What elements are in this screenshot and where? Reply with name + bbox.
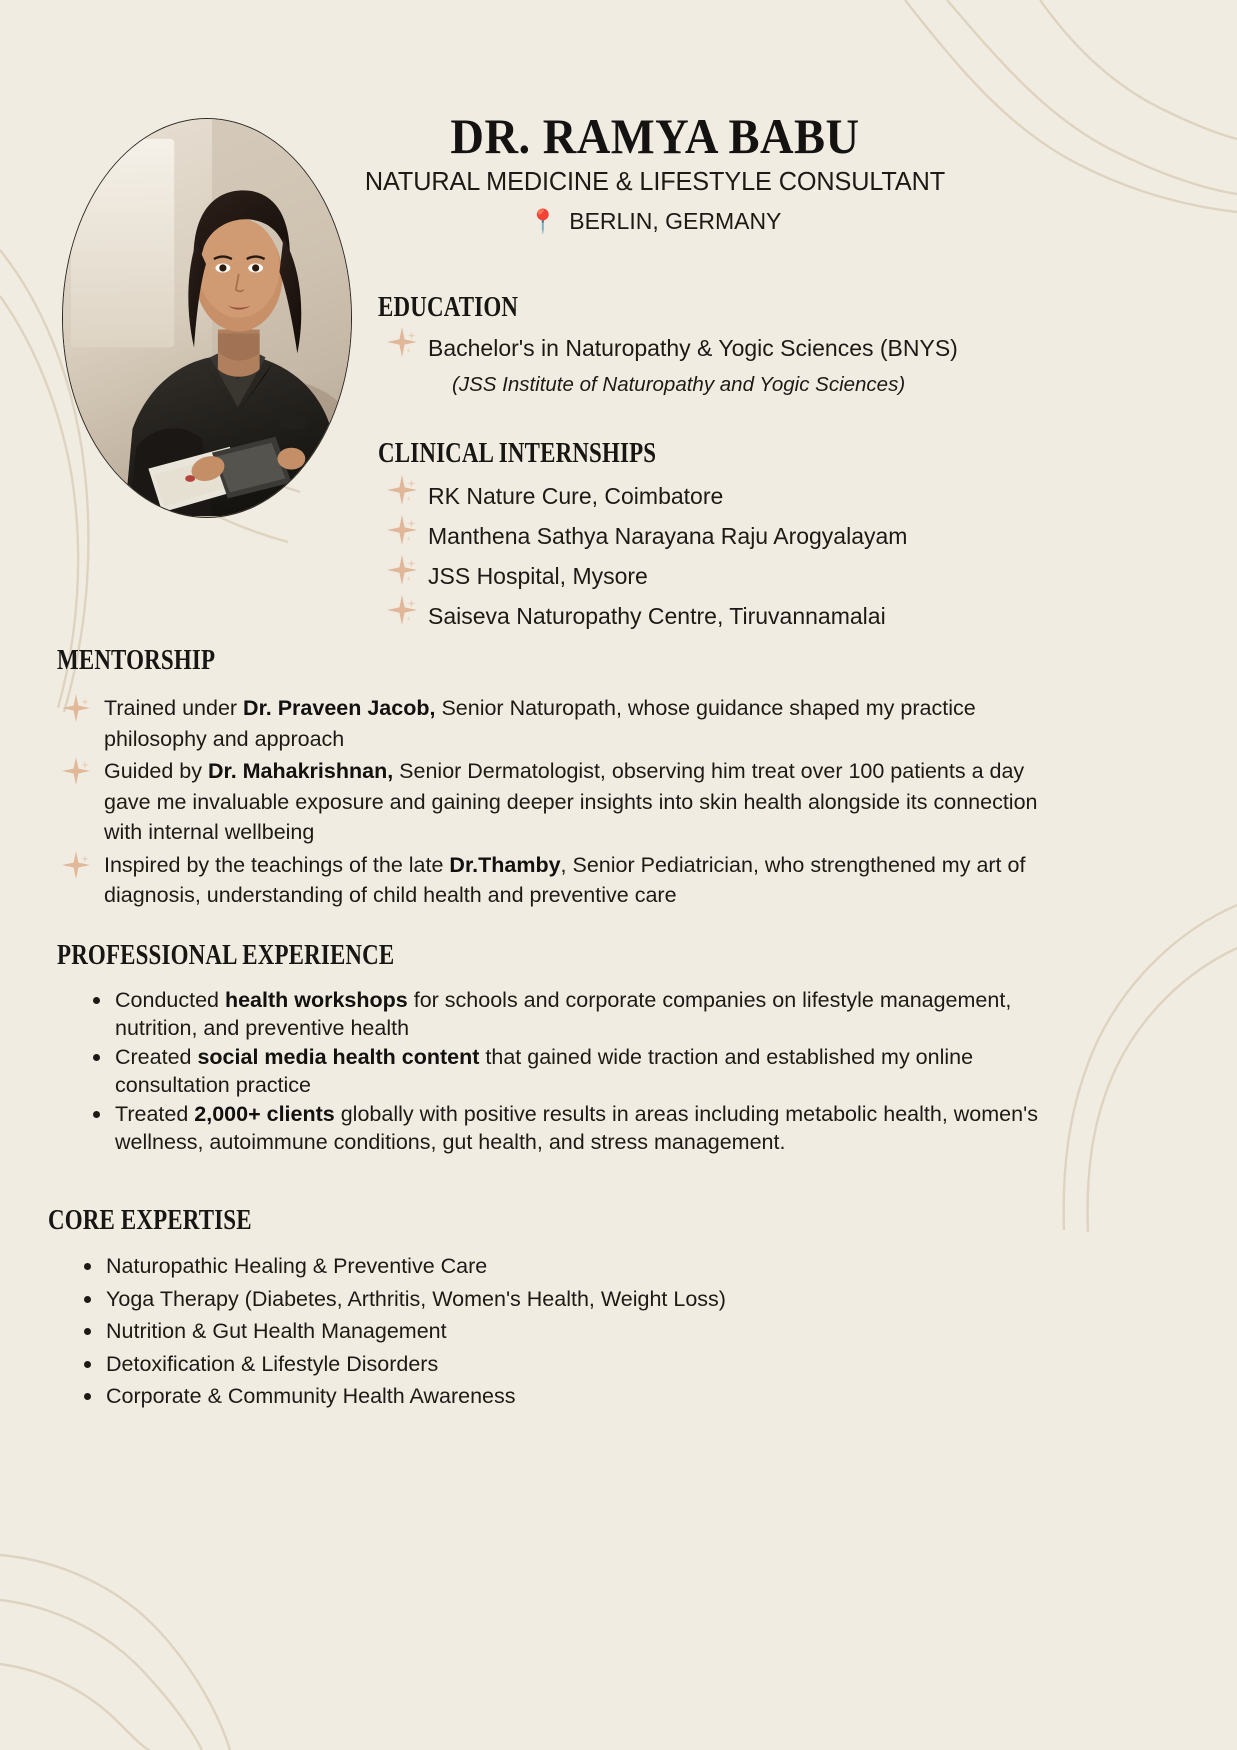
mentor-name: Dr.Thamby (449, 852, 561, 877)
experience-text-post: globally with positive results in areas including metabolic health, women's wellness, autoimmune conditions, gut health, and stress management. (115, 1102, 1038, 1154)
sparkle-icon (386, 594, 418, 638)
experience-text-pre: Conducted (115, 988, 225, 1012)
expertise-heading: CORE EXPERTISE (48, 1205, 252, 1236)
experience-highlight: health workshops (224, 988, 408, 1012)
list-item-label: Bachelor's in Naturopathy & Yogic Sciences (BNYS) (428, 335, 958, 361)
experience-section (57, 940, 1057, 1157)
list-item-label: RK Nature Cure, Coimbatore (428, 483, 724, 509)
expertise-section (48, 1205, 1048, 1414)
list-item-label: Naturopathic Healing & Preventive Care (106, 1254, 488, 1278)
list-item-label: Saiseva Naturopathy Centre, Tiruvannamalai (428, 603, 886, 629)
sparkle-icon (61, 850, 91, 889)
experience-list (57, 986, 1057, 1156)
list-item (57, 1100, 1057, 1156)
list-item (378, 516, 1078, 556)
sparkle-icon (386, 514, 418, 558)
sparkle-icon (386, 326, 418, 370)
location-text: BERLIN, GERMANY (569, 208, 782, 234)
sparkle-icon (386, 554, 418, 598)
mentorship-list (57, 693, 1057, 911)
list-item (378, 476, 1078, 516)
experience-highlight: social media health content (197, 1045, 480, 1069)
list-item (48, 1349, 1048, 1380)
mentorship-section (57, 645, 1057, 913)
experience-text-post: that gained wide traction and established my online consultation practice (115, 1045, 974, 1097)
list-item (48, 1316, 1048, 1347)
sparkle-icon (386, 474, 418, 518)
mentor-text-pre: Inspired by the teachings of the late (104, 852, 450, 877)
sparkle-icon (61, 693, 91, 732)
list-item-label: Yoga Therapy (Diabetes, Arthritis, Women's Health, Weight Loss) (106, 1286, 726, 1311)
experience-highlight: 2,000+ clients (194, 1102, 335, 1126)
mentor-text-pre: Guided by (104, 759, 208, 783)
profile-photo (62, 118, 352, 518)
education-institute-note: (JSS Institute of Naturopathy and Yogic Sciences) (452, 373, 906, 396)
list-item (48, 1284, 1048, 1315)
list-item (378, 328, 1078, 368)
experience-heading: PROFESSIONAL EXPERIENCE (57, 940, 395, 971)
mentor-name: Dr. Praveen Jacob, (243, 696, 436, 720)
mentor-name: Dr. Mahakrishnan, (207, 759, 394, 783)
list-item-label: Detoxification & Lifestyle Disorders (106, 1351, 439, 1376)
experience-text-post: for schools and corporate companies on lifestyle management, nutrition, and preventive health (115, 988, 1012, 1040)
list-item-label: JSS Hospital, Mysore (428, 563, 648, 589)
list-item (48, 1251, 1048, 1282)
profession-subtitle: NATURAL MEDICINE & LIFESTYLE CONSULTANT (364, 168, 946, 196)
mentor-text-post: , Senior Pediatrician, who strengthened my art of diagnosis, understanding of child health and preventive care (104, 852, 1026, 907)
mentor-text-pre: Trained under (104, 696, 244, 720)
list-item-label: Nutrition & Gut Health Management (106, 1319, 447, 1343)
list-item (57, 1043, 1057, 1099)
education-heading: EDUCATION (378, 292, 519, 323)
internships-list (378, 476, 1078, 636)
mentor-text-post: Senior Naturopath, whose guidance shaped my practice philosophy and approach (104, 696, 976, 751)
location-line (345, 208, 965, 235)
list-item (48, 1381, 1048, 1412)
list-item (57, 756, 1057, 848)
experience-text-pre: Created (115, 1045, 198, 1069)
education-list (378, 328, 1078, 368)
map-pin-icon: 📍 (528, 208, 558, 234)
list-item-label: Corporate & Community Health Awareness (106, 1384, 516, 1408)
list-item-label: Manthena Sathya Narayana Raju Arogyalayam (428, 523, 908, 549)
list-item (57, 693, 1057, 754)
experience-text-pre: Treated (115, 1102, 195, 1126)
mentor-text-post: Senior Dermatologist, observing him treat over 100 patients a day gave me invaluable exposure and gaining deeper insights into skin health alongside its connection with internal wellbeing (104, 759, 1038, 844)
mentorship-heading: MENTORSHIP (57, 645, 216, 676)
list-item (57, 986, 1057, 1042)
expertise-list (48, 1251, 1048, 1412)
list-item (378, 596, 1078, 636)
header (0, 0, 1237, 300)
internships-heading: CLINICAL INTERNSHIPS (378, 438, 657, 469)
sparkle-icon (61, 756, 91, 795)
list-item (378, 556, 1078, 596)
list-item (57, 850, 1057, 911)
page-title: DR. RAMYA BABU (450, 108, 860, 164)
education-internships-column (378, 292, 1078, 636)
